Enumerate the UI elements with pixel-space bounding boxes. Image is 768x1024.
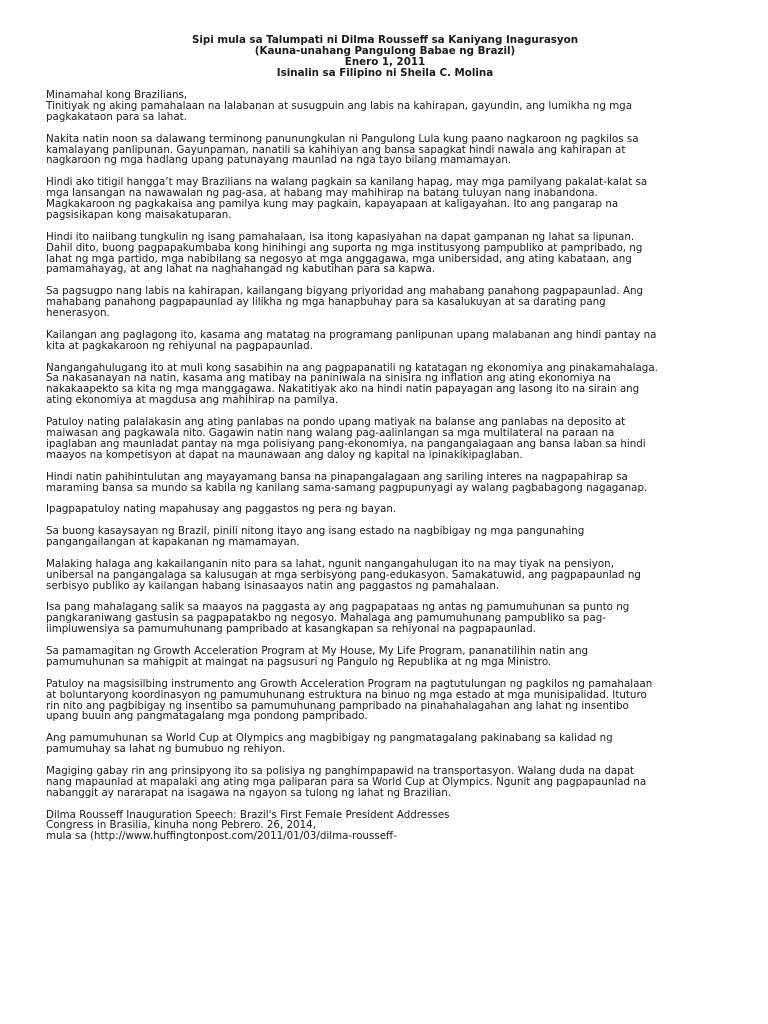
paragraph-line: pagkakataon para sa lahat. — [46, 110, 187, 123]
citation-line-1: Dilma Rousseff Inauguration Speech: Brazil's First Female President Addresses — [46, 808, 450, 821]
paragraph-line: serbisyo publiko ay kailangan habang isinasaayos natin ang paggastos ng pamahalaan. — [46, 579, 500, 592]
greeting: Minamahal kong Brazilians, — [46, 89, 188, 101]
paragraph-line: ating ekonomiya at magdusa ang mahihirap na pamilya. — [46, 394, 339, 407]
speech-paragraph — [46, 472, 724, 494]
speech-paragraph — [46, 733, 724, 755]
paragraph-line: Ipagpapatuloy nating mapahusay ang paggastos ng pera ng bayan. — [46, 503, 397, 516]
paragraph-line: unibersal na pangangalaga sa kalusugan at mga serbisyong pang-edukasyon. Samakatuwid, ang pagpapaunlad ng — [46, 568, 641, 581]
speech-paragraph — [46, 766, 724, 799]
paragraph-line: Hindi ito naiibang tungkulin ng isang pamahalaan, isa itong kapasiyahan na dapat gampanan ng lahat sa lipunan. — [46, 230, 635, 243]
paragraph-line: kita at pagkakaroon ng rehiyunal na pagpapaunlad. — [46, 339, 313, 352]
paragraph-line: Nangangahulugang ito at muli kong sasabihin na ang pagpapanatili ng katatagan ng ekonomiya ang pinakamahalaga. — [46, 361, 658, 374]
paragraph-line: Ang pamumuhunan sa World Cup at Olympics ang magbibigay ng pangmatagalang pakinabang sa kalidad ng — [46, 732, 613, 745]
document-subtitle: (Kauna-unahang Pangulong Babae ng Brazil) — [254, 45, 516, 57]
speech-paragraph — [46, 286, 724, 319]
speech-paragraph — [46, 363, 724, 407]
document-header — [46, 35, 724, 79]
speech-paragraph — [46, 602, 724, 635]
speech-paragraph — [46, 177, 724, 221]
document-page — [46, 35, 724, 842]
document-date: Enero 1, 2011 — [344, 56, 426, 68]
paragraph-line: at boluntaryong koordinasyon ng pamumuhunang estruktura na binuo ng mga estado at mga munisipalidad. Ituturo — [46, 688, 647, 701]
speech-paragraph — [46, 679, 724, 723]
paragraph-line: kamalayang panlipunan. Gayunpaman, nanatili sa kahihiyan ang bansa sapagkat hindi nawala ang kahirapan at — [46, 143, 626, 156]
paragraph-line: maayos na kompetisyon at dapat na maunawaan ang daloy ng kapital na ipinakikipaglaban. — [46, 448, 523, 461]
speech-body — [46, 90, 724, 799]
paragraph-line: nagkaroon ng mga hadlang upang patunayang maunlad na nga tayo bilang mamamayan. — [46, 154, 512, 167]
paragraph-line: Magiging gabay rin ang prinsipyong ito sa polisiya ng panghimpapawid na transportasyon. Walang duda na dapat — [46, 764, 635, 777]
paragraph-line: pangkaraniwang gastusin sa pagpapatakbo ng negosyo. Mahalaga ang pamumuhunang pampubliko sa pag- — [46, 612, 606, 625]
paragraph-line: rin nito ang pagbibigay ng insentibo sa pamumuhunang pampribado na pinahahalagahan ang lahat ng insentibo — [46, 699, 629, 712]
paragraph-line: Tinitiyak ng aking pamahalaan na lalabanan at susugpuin ang labis na kahirapan, gayundin, ang lumikha ng mga — [46, 99, 633, 112]
paragraph-line: mga lansangan na nawawalan ng pag-asa, at habang may mahihirap na batang tuluyan nang inabandona. — [46, 187, 598, 200]
paragraph-line: pamumuhunan sa mahigpit at maingat na pagsusuri ng Pangulo ng Republika at ng mga Ministro. — [46, 655, 552, 668]
paragraph-line: lahat ng mga partido, mga nabibilang sa negosyo at mga anggagawa, mga unibersidad, ang ating kabataan, ang — [46, 252, 632, 265]
paragraph-line: pamamahayag, at ang lahat na naghahangad ng kabutihan para sa kapwa. — [46, 263, 436, 276]
speech-paragraph — [46, 526, 724, 548]
paragraph-line: nakakaapekto sa kita ng mga manggagawa. Nakatitiyak ako na hindi natin papayagan ang lasong ito na sirain ang — [46, 383, 640, 396]
paragraph-line: Magkakaroon ng pagkakaisa ang pamilya kung may pagkain, kapayapaan at kaligayahan. Ito ang pangarap na — [46, 198, 619, 211]
paragraph-line: Hindi natin pahihintulutan ang mayayamang bansa na pinapangalagaan ang sariling interes na nagpapahirap sa — [46, 470, 628, 483]
speech-paragraph — [46, 232, 724, 276]
speech-paragraph — [46, 417, 724, 461]
paragraph-line: pangangailangan at kapakanan ng mamamayan. — [46, 536, 300, 548]
paragraph-line: iimpluwensiya sa pamumuhunang pampribado at kasangkapan sa rehiyonal na pagpapaunlad. — [46, 623, 536, 636]
paragraph-line: Nakita natin noon sa dalawang terminong panunungkulan ni Pangulong Lula kung paano nagkaroon ng pagkilos sa — [46, 132, 639, 145]
paragraph-line: mahabang panahong pagpapaunlad ay lilikha ng mga hanapbuhay para sa kasalukuyan at sa darating pang — [46, 296, 606, 309]
paragraph-line: Kailangan ang paglagong ito, kasama ang matatag na programang panlipunan upang malabanan ang hindi pantay na — [46, 328, 657, 341]
paragraph-line: Sa pamamagitan ng Growth Acceleration Program at My House, My Life Program, pananatilihin natin ang — [46, 645, 589, 658]
speech-paragraph — [46, 134, 724, 167]
paragraph-line: nang mapaunlad at mapalaki ang ating mga paliparan para sa World Cup at Olympics. Ngunit ang pagpapaunlad na — [46, 775, 647, 788]
paragraph-line: Isa pang mahalagang salik sa maayos na paggasta ay ang pagpapataas ng antas ng pamumuhunan sa punto ng — [46, 601, 630, 614]
paragraph-line: Patuloy nating palalakasin ang ating panlabas na pondo upang matiyak na balanse ang panlabas na deposito at — [46, 416, 626, 429]
paragraph-line: ipaglaban ang maunladat pantay na mga polisiyang pang-ekonomiya, na pangangalagaan ang bansa laban sa hindi — [46, 437, 646, 450]
translator-credit: Isinalin sa Filipino ni Sheila C. Molina — [276, 67, 494, 79]
source-citation — [46, 810, 724, 843]
paragraph-line: Sa nakasanayan na natin, kasama ang matibay na paniniwala na sinisira ng inflation ang ating ekonomiya na — [46, 372, 611, 385]
citation-line-2: Congress in Brasilia, kinuha nong Pebrero. 26, 2014, — [46, 819, 316, 832]
paragraph-line: upang buuin ang pangmatagalang mga pondong pampribado. — [46, 710, 368, 723]
speech-paragraph — [46, 330, 724, 352]
paragraph-line: nabanggit ay nararapat na isagawa na ngayon sa tulong ng lahat ng Brazilian. — [46, 786, 452, 799]
speech-paragraph — [46, 504, 724, 515]
paragraph-line: Patuloy na magsisilbing instrumento ang Growth Acceleration Program na pagtutulungan ng pagkilos ng pamahalaan — [46, 677, 653, 690]
document-title: Sipi mula sa Talumpati ni Dilma Rousseff sa Kaniyang Inagurasyon — [191, 34, 579, 46]
paragraph-line: Hindi ako titigil hangga’t may Brazilians na walang pagkain sa kanilang hapag, may mga pamilyang pakalat-kalat sa — [46, 176, 648, 189]
paragraph-line: Malaking halaga ang kakailanganin nito para sa lahat, ngunit nangangahulugan ito na may tiyak na pensiyon, — [46, 557, 614, 570]
speech-paragraph — [46, 559, 724, 592]
paragraph-line: Sa buong kasaysayan ng Brazil, pinili nitong itayo ang isang estado na nagbibigay ng mga pangunahing — [46, 525, 585, 538]
paragraph-line: maraming bansa sa mundo sa kabila ng kanilang sama-samang pagpupunyagi ay walang pagbabagong nagaganap. — [46, 481, 648, 494]
paragraph-line: pamumuhay sa lahat ng bumubuo ng rehiyon. — [46, 743, 286, 756]
paragraph-line: pagsisikapan kong maisakatuparan. — [46, 208, 232, 221]
paragraph-line: Sa pagsugpo nang labis na kahirapan, kailangang bigyang priyoridad ang mahabang panahong pagpapaunlad. Ang — [46, 285, 644, 298]
paragraph-line: Dahil dito, buong pagpapakumbaba kong hinihingi ang suporta ng mga institusyong pampubliko at pampribado, ng — [46, 241, 643, 254]
paragraph-line: henerasyon. — [46, 307, 110, 320]
speech-paragraph — [46, 101, 724, 123]
speech-paragraph — [46, 646, 724, 668]
citation-line-3: mula sa (http://www.huffingtonpost.com/2011/01/03/dilma-rousseff- — [46, 830, 397, 843]
paragraph-line: maiwasan ang pagkawala nito. Gagawin natin nang walang pag-aalinlangan sa mga multilateral na paraan na — [46, 426, 615, 439]
